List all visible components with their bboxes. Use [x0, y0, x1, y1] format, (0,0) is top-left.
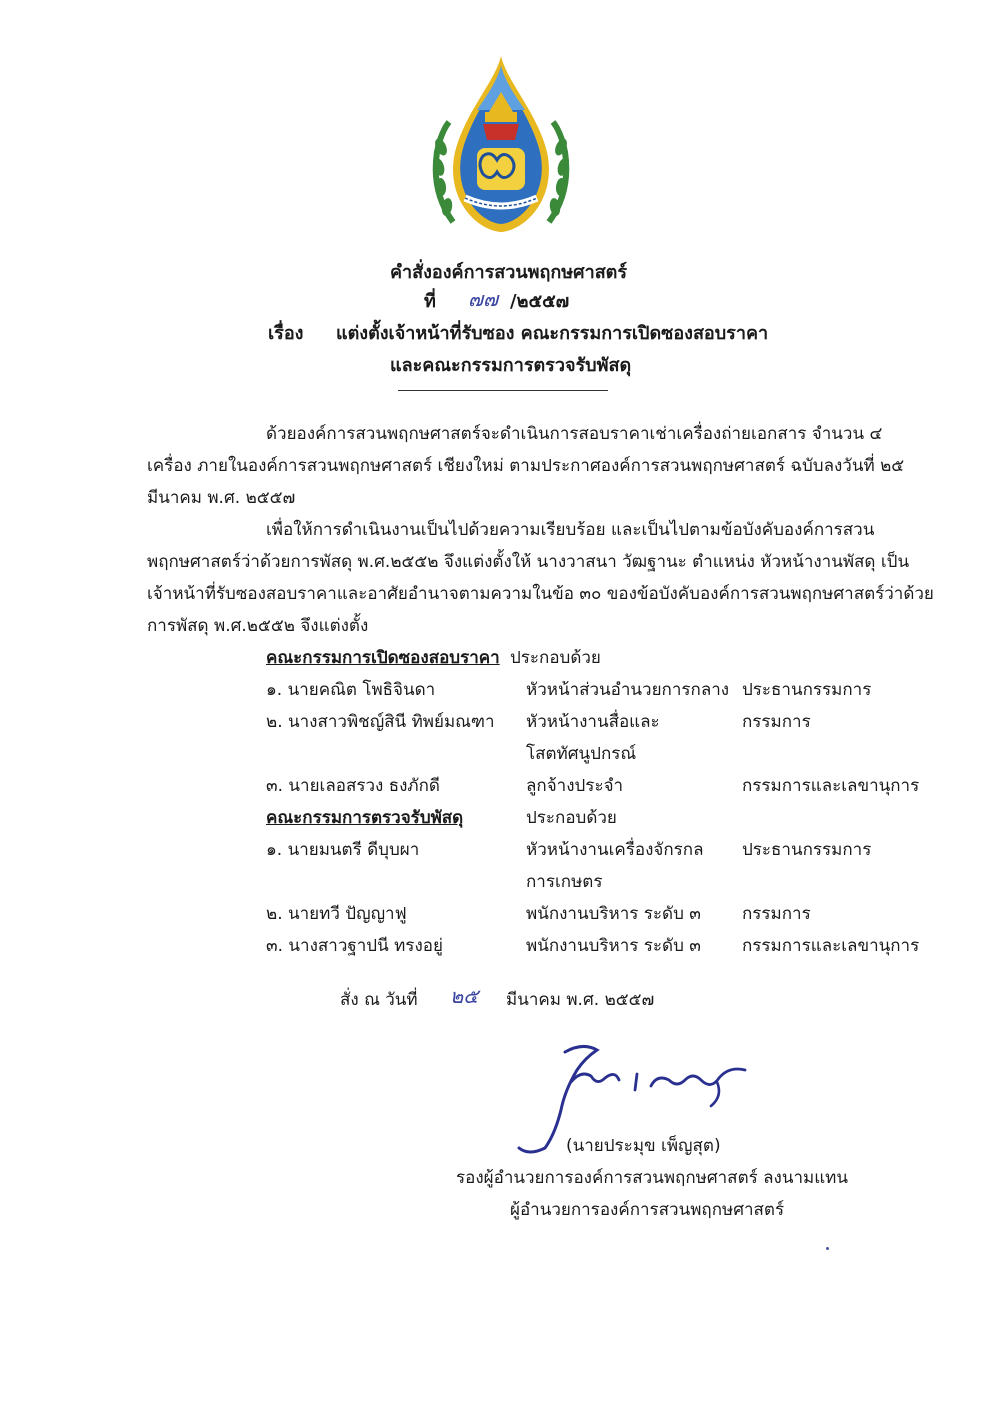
member-name: ๑. นายคณิต โพธิจินดา [266, 680, 436, 700]
member-role: กรรมการและเลขานุการ [742, 776, 920, 796]
order-title: คำสั่งองค์การสวนพฤกษศาสตร์ [390, 262, 628, 283]
member-position-cont: การเกษตร [526, 872, 603, 892]
signer-title-line-2: ผู้อำนวยการองค์การสวนพฤกษศาสตร์ [510, 1200, 785, 1220]
paragraph-1-line-1: ด้วยองค์การสวนพฤกษศาสตร์จะดำเนินการสอบราคาเช่าเครื่องถ่ายเอกสาร จำนวน ๔ [266, 424, 883, 444]
signer-name: (นายประมุข เพ็ญสุต) [566, 1136, 721, 1156]
committee-inspect-heading: คณะกรรมการตรวจรับพัสดุ [266, 808, 464, 828]
ordered-date-prefix: สั่ง ณ วันที่ [340, 990, 418, 1010]
order-number-prefix: ที่ [424, 291, 436, 312]
member-role: กรรมการและเลขานุการ [742, 936, 920, 956]
member-role: กรรมการ [742, 712, 811, 732]
paragraph-2-line-1: เพื่อให้การดำเนินงานเป็นไปด้วยความเรียบร้อย และเป็นไปตามข้อบังคับองค์การสวน [266, 520, 875, 540]
paragraph-2-line-2: พฤกษศาสตร์ว่าด้วยการพัสดุ พ.ศ.๒๕๕๒ จึงแต่งตั้งให้ นางวาสนา วัฒฐานะ ตำแหน่ง หัวหน้างานพัสดุ เป็น [147, 552, 910, 572]
member-role: ประธานกรรมการ [742, 840, 872, 860]
paragraph-2-line-4: การพัสดุ พ.ศ.๒๕๕๒ จึงแต่งตั้ง [147, 616, 369, 636]
ordered-date-suffix: มีนาคม พ.ศ. ๒๕๕๗ [506, 990, 655, 1010]
member-role: ประธานกรรมการ [742, 680, 872, 700]
member-position: พนักงานบริหาร ระดับ ๓ [526, 904, 701, 924]
committee-open-heading: คณะกรรมการเปิดซองสอบราคา [266, 648, 500, 668]
organization-logo-icon [425, 52, 577, 244]
subject-line-1: แต่งตั้งเจ้าหน้าที่รับซอง คณะกรรมการเปิดซองสอบราคา [336, 323, 769, 344]
paragraph-1-line-2: เครื่อง ภายในองค์การสวนพฤกษศาสตร์ เชียงใหม่ ตามประกาศองค์การสวนพฤกษศาสตร์ ฉบับลงวันที่ ๒๕ [147, 456, 905, 476]
ordered-day-handwritten: ๒๕ [450, 984, 479, 1008]
paragraph-2-line-3: เจ้าหน้าที่รับซองสอบราคาและอาศัยอำนาจตามความในข้อ ๓๐ ของข้อบังคับองค์การสวนพฤกษศาสตร์ว่าด้วย [147, 584, 934, 604]
signer-title-line-1: รองผู้อำนวยการองค์การสวนพฤกษศาสตร์ ลงนามแทน [456, 1168, 849, 1188]
member-role: กรรมการ [742, 904, 811, 924]
member-position: หัวหน้างานเครื่องจักรกล [526, 840, 704, 860]
subject-label: เรื่อง [268, 323, 304, 344]
paragraph-1-line-3: มีนาคม พ.ศ. ๒๕๕๗ [147, 488, 296, 508]
member-name: ๓. นางสาวฐาปนี ทรงอยู่ [266, 936, 443, 956]
member-position-cont: โสตทัศนูปกรณ์ [526, 744, 637, 764]
header-divider [398, 390, 608, 391]
order-number-handwritten: ๗๗ [468, 287, 499, 311]
member-position: หัวหน้าส่วนอำนวยการกลาง [526, 680, 730, 700]
subject-line-2: และคณะกรรมการตรวจรับพัสดุ [390, 355, 632, 376]
member-position: ลูกจ้างประจำ [526, 776, 624, 796]
ink-dot [826, 1247, 829, 1250]
member-name: ๑. นายมนตรี ดีบุบผา [266, 840, 420, 860]
committee-open-heading-suffix: ประกอบด้วย [510, 648, 601, 668]
member-name: ๒. นายทวี ปัญญาฟู [266, 904, 407, 924]
committee-inspect-heading-suffix: ประกอบด้วย [526, 808, 617, 828]
order-number-year: /๒๕๕๗ [510, 291, 570, 312]
member-position: หัวหน้างานสื่อและ [526, 712, 660, 732]
member-name: ๓. นายเลอสรวง ธงภักดี [266, 776, 440, 796]
member-name: ๒. นางสาวพิชญ์สินี ทิพย์มณฑา [266, 712, 495, 732]
member-position: พนักงานบริหาร ระดับ ๓ [526, 936, 701, 956]
